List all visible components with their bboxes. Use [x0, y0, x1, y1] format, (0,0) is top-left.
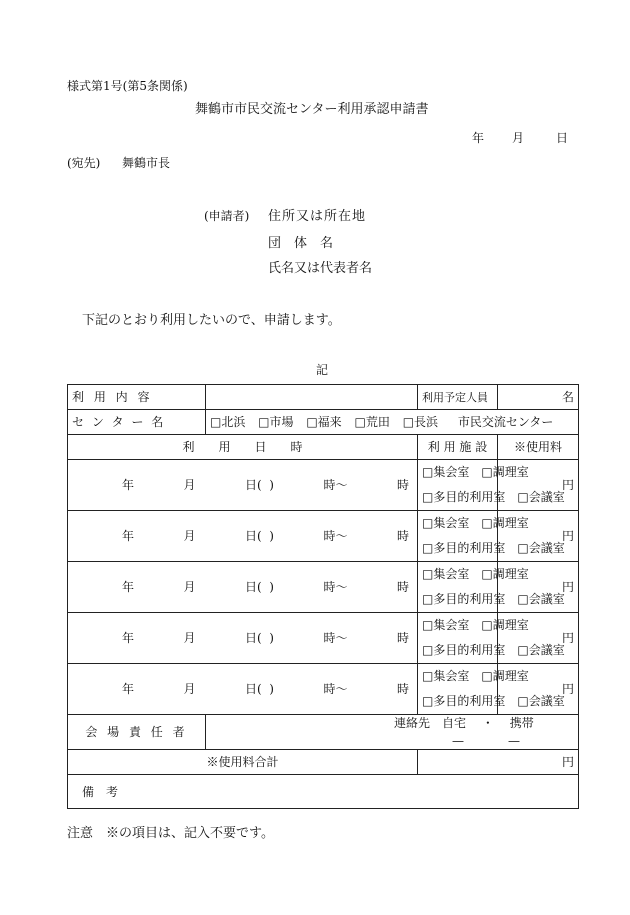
- center-name-label: セ ン タ ー 名: [68, 410, 206, 435]
- application-table: [67, 384, 579, 809]
- usage-content-field[interactable]: [206, 385, 418, 410]
- slot-datetime[interactable]: 年 月 日( ) 時〜 時: [68, 664, 418, 715]
- slot-facility: [418, 460, 565, 511]
- checkbox-meeting-hall[interactable]: □集会室: [422, 567, 470, 581]
- checkbox-fukurai[interactable]: □福来: [306, 415, 342, 429]
- checkbox-cooking-room[interactable]: □調理室: [481, 618, 529, 632]
- checkbox-nagahama[interactable]: □長浜: [402, 415, 439, 429]
- checkbox-conference-room[interactable]: □会議室: [517, 694, 565, 708]
- contact-label: 連絡先: [394, 716, 431, 730]
- venue-manager-row: [68, 715, 579, 750]
- slot-fee: 円: [498, 460, 579, 511]
- mobile-number-dash: —: [508, 734, 520, 748]
- expected-people-label: 利用予定人員: [418, 385, 498, 410]
- slot-fee: 円: [498, 562, 579, 613]
- fee-total-value: 円: [418, 750, 579, 775]
- checkbox-arata[interactable]: □荒田: [354, 415, 390, 429]
- header-row: [68, 435, 579, 460]
- checkbox-meeting-hall[interactable]: □集会室: [422, 516, 470, 530]
- checkbox-conference-room[interactable]: □会議室: [517, 643, 565, 657]
- contact-mobile: 携帯: [509, 716, 534, 730]
- checkbox-conference-room[interactable]: □会議室: [517, 541, 565, 555]
- applicant-representative: 氏名又は代表者名: [268, 261, 373, 276]
- date-year: 年: [472, 131, 485, 145]
- col-fee: ※使用料: [498, 435, 579, 460]
- checkbox-cooking-room[interactable]: □調理室: [481, 567, 529, 581]
- date-month: 月: [512, 131, 525, 145]
- checkbox-meeting-hall[interactable]: □集会室: [422, 618, 470, 632]
- slot-datetime[interactable]: 年 月 日( ) 時〜 時: [68, 613, 418, 664]
- slot-facility: [418, 613, 565, 664]
- addressee: 舞鶴市長: [122, 156, 171, 170]
- remarks-label: 備 考: [82, 784, 119, 799]
- checkbox-meeting-hall[interactable]: □集会室: [422, 669, 470, 683]
- remarks-row: [68, 775, 579, 809]
- slot-fee: 円: [498, 511, 579, 562]
- intro-text: 下記のとおり利用したいので、申請します。: [82, 313, 341, 328]
- page-title: 舞鶴市市民交流センター利用承認申請書: [195, 102, 429, 117]
- checkbox-kitahama[interactable]: □北浜: [210, 415, 246, 429]
- usage-slot: [68, 511, 579, 562]
- checkbox-ichiba[interactable]: □市場: [258, 415, 294, 429]
- slot-datetime[interactable]: 年 月 日( ) 時〜 時: [68, 562, 418, 613]
- usage-content-label: 利 用 内 容: [68, 385, 206, 410]
- checkbox-multipurpose-room[interactable]: □多目的利用室: [422, 643, 506, 657]
- applicant-label: (申請者): [204, 209, 250, 223]
- venue-manager-label: 会 場 責 任 者: [68, 715, 206, 750]
- slot-datetime[interactable]: 年 月 日( ) 時〜 時: [68, 511, 418, 562]
- col-facility: 利 用 施 設: [418, 435, 498, 460]
- checkbox-cooking-room[interactable]: □調理室: [481, 465, 529, 479]
- remarks-field[interactable]: [68, 775, 579, 809]
- checkbox-conference-room[interactable]: □会議室: [517, 490, 565, 504]
- usage-row: [68, 385, 579, 410]
- applicant-group-name: 団 体 名: [268, 236, 334, 251]
- footnote: 注意 ※の項目は、記入不要です。: [67, 826, 274, 841]
- people-unit: 名: [561, 390, 574, 404]
- slot-datetime[interactable]: 年 月 日( ) 時〜 時: [68, 460, 418, 511]
- center-row: [68, 410, 579, 435]
- checkbox-multipurpose-room[interactable]: □多目的利用室: [422, 592, 506, 606]
- ki-heading: 記: [316, 363, 329, 377]
- slot-facility: [418, 511, 565, 562]
- usage-slot: [68, 460, 579, 511]
- venue-manager-field[interactable]: [206, 715, 579, 750]
- usage-slot: [68, 613, 579, 664]
- checkbox-conference-room[interactable]: □会議室: [517, 592, 565, 606]
- checkbox-multipurpose-room[interactable]: □多目的利用室: [422, 694, 506, 708]
- form-number: 様式第1号(第5条関係): [67, 79, 188, 93]
- home-number-dash: —: [452, 734, 464, 748]
- fee-total-label: ※使用料合計: [68, 750, 418, 775]
- slot-fee: 円: [498, 613, 579, 664]
- addressee-label: (宛先): [67, 156, 101, 170]
- contact-dot: ・: [481, 716, 494, 730]
- checkbox-multipurpose-room[interactable]: □多目的利用室: [422, 490, 506, 504]
- usage-slot: [68, 562, 579, 613]
- center-suffix: 市民交流センター: [457, 415, 554, 429]
- contact-home: 自宅: [442, 716, 467, 730]
- center-options: [206, 410, 579, 435]
- fee-total-row: [68, 750, 579, 775]
- date-day: 日: [556, 131, 569, 145]
- usage-slot: [68, 664, 579, 715]
- applicant-address: 住所又は所在地: [268, 209, 367, 224]
- slot-fee: 円: [498, 664, 579, 715]
- checkbox-meeting-hall[interactable]: □集会室: [422, 465, 470, 479]
- slot-facility: [418, 664, 565, 715]
- checkbox-cooking-room[interactable]: □調理室: [481, 516, 529, 530]
- checkbox-cooking-room[interactable]: □調理室: [481, 669, 529, 683]
- expected-people-field[interactable]: [498, 385, 579, 410]
- col-datetime: 利 用 日 時: [68, 435, 418, 460]
- slot-facility: [418, 562, 565, 613]
- checkbox-multipurpose-room[interactable]: □多目的利用室: [422, 541, 506, 555]
